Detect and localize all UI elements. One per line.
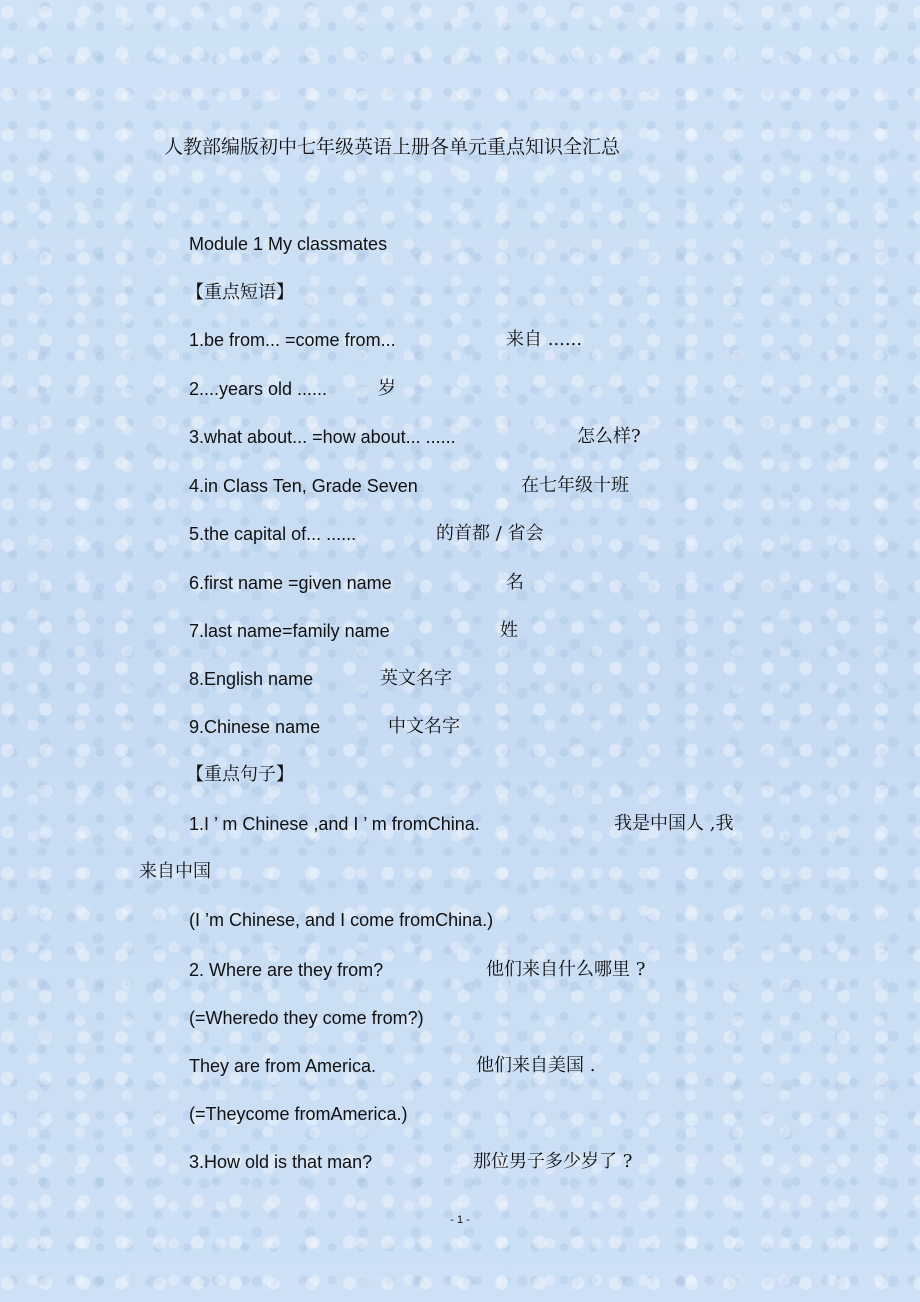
phrase-4-zh: 在七年级十班	[521, 475, 629, 496]
phrase-8-zh: 英文名字	[380, 668, 452, 689]
document-title: 人教部编版初中七年级英语上册各单元重点知识全汇总	[164, 136, 621, 158]
phrase-4-en: 4.in Class Ten, Grade Seven	[189, 476, 418, 496]
phrase-5-en: 5.the capital of... ......	[189, 524, 357, 544]
phrase-5-zh: 的首都 / 省会	[436, 523, 544, 544]
phrase-1-en: 1.be from... =come from...	[189, 330, 396, 350]
page-number: - 1 -	[450, 1214, 470, 1226]
sentence-3-en: 3.How old is that man?	[189, 1152, 373, 1172]
phrase-6-zh: 名	[506, 572, 524, 593]
module-heading: Module 1 My classmates	[189, 234, 388, 254]
phrase-2-en: 2....years old ......	[189, 379, 328, 399]
sentence-1-alt: (I ’m Chinese, and I come fromChina.)	[189, 910, 494, 930]
phrase-8-en: 8.English name	[189, 669, 314, 689]
sentence-1-en: 1.I ’ m Chinese ,and I ’ m fromChina.	[189, 814, 480, 834]
sentence-2-alt: (=Wheredo they come from?)	[189, 1008, 424, 1028]
sentence-3-zh: 那位男子多少岁了 ?	[473, 1151, 633, 1172]
phrase-1-zh: 来自 ......	[506, 329, 583, 350]
phrase-6-en: 6.first name =given name	[189, 573, 392, 593]
section-heading-phrases: 【重点短语】	[186, 282, 294, 303]
phrase-9-zh: 中文名字	[388, 716, 460, 737]
section-heading-sentences: 【重点句子】	[186, 764, 294, 785]
phrase-9-en: 9.Chinese name	[189, 717, 321, 737]
phrase-3-en: 3.what about... =how about... ......	[189, 427, 456, 447]
phrase-7-zh: 姓	[500, 620, 518, 641]
sentence-2b-zh: 他们来自美国 .	[476, 1055, 596, 1076]
phrase-7-en: 7.last name=family name	[189, 621, 390, 641]
sentence-2-zh: 他们来自什么哪里 ?	[486, 959, 646, 980]
phrase-3-zh: 怎么样?	[577, 426, 641, 447]
sentence-2b-alt: (=Theycome fromAmerica.)	[189, 1104, 408, 1124]
phrase-2-zh: 岁	[378, 378, 396, 399]
sentence-1-zh-continued: 来自中国	[139, 861, 211, 882]
sentence-2b-en: They are from America.	[189, 1056, 377, 1076]
sentence-1-zh: 我是中国人 ,我	[614, 813, 734, 834]
sentence-2-en: 2. Where are they from?	[189, 960, 384, 980]
